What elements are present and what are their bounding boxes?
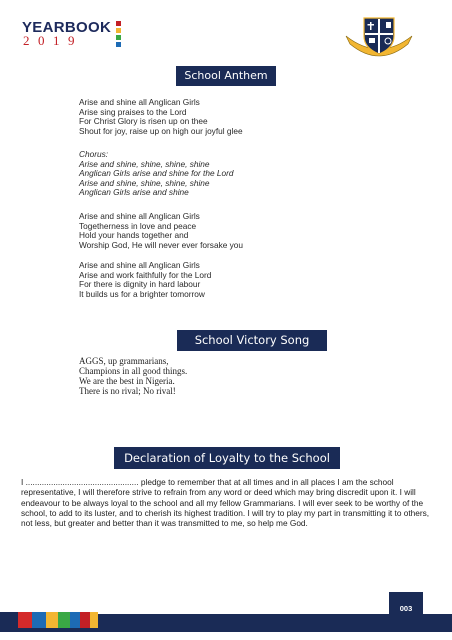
anthem-line: For there is dignity in hard labour (79, 279, 201, 289)
victory-line: Champions in all good things. (79, 366, 188, 376)
victory-song-heading: School Victory Song (177, 330, 327, 351)
logo-color-bars (116, 21, 121, 47)
footer-color-block (80, 612, 90, 628)
victory-line: AGGS, up grammarians, (79, 356, 169, 366)
yearbook-logo-word: YEARBOOK (22, 19, 112, 36)
footer-color-block (58, 612, 70, 628)
footer-color-block (18, 612, 32, 628)
anthem-line: Worship God, He will never ever forsake you (79, 239, 244, 250)
school-crest-icon (340, 14, 418, 62)
footer-color-block (32, 612, 46, 628)
anthem-line: It builds us for a brighter tomorrow (79, 288, 205, 299)
chorus-label: Chorus: (79, 149, 109, 159)
school-anthem-heading: School Anthem (176, 66, 276, 86)
page-number: 003 (389, 592, 423, 626)
victory-line: There is no rival; No rival! (79, 386, 176, 396)
victory-song-lyrics (79, 356, 187, 396)
chorus-line: Anglican Girls arise and shine (79, 187, 189, 197)
loyalty-pledge-text: I ................................................. pledge to remember that at all times and in all places I am the school representative, I will therefore strive to refrain from any word or deed which may bring discredit upon it. I will endeavour to be always loyal to the school and all my fellow Grammarians. I will ever seek to be worthy of the school, to add to its luster, and to cherish its highest tradition. I will try to play my part in transmitting it to others, not less, but greater and better than it was transmitted to me, so help me God. (21, 477, 430, 529)
logo-color-square (116, 42, 121, 47)
footer-color-strip (0, 612, 98, 628)
logo-color-square (116, 21, 121, 26)
chorus-line: Anglican Girls arise and shine for the Lord (79, 168, 234, 178)
footer-color-block (70, 612, 80, 628)
anthem-line: Togetherness in love and peace (79, 220, 197, 231)
loyalty-declaration-heading: Declaration of Loyalty to the School (114, 447, 340, 469)
logo-color-square (116, 28, 121, 33)
chorus-line: Arise and shine, shine, shine, shine (79, 158, 210, 169)
anthem-line: Arise sing praises to the Lord (79, 106, 187, 117)
logo-color-square (116, 35, 121, 40)
footer-color-block (0, 612, 18, 628)
anthem-line: For Christ Glory is risen up on thee (79, 116, 208, 126)
anthem-line: Arise and shine all Anglican Girls (79, 211, 200, 221)
yearbook-logo-year: 2019 (23, 33, 83, 48)
anthem-stanza-1 (79, 98, 243, 136)
anthem-line: Arise and work faithfully for the Lord (79, 269, 212, 280)
anthem-line: Arise and shine all Anglican Girls (79, 260, 200, 270)
footer-color-block (90, 612, 98, 628)
victory-line: We are the best in Nigeria. (79, 376, 175, 386)
chorus-line: Arise and shine, shine, shine, shine (79, 177, 210, 188)
footer-color-block (46, 612, 58, 628)
anthem-stanza-2 (79, 212, 243, 250)
anthem-line: Arise and shine all Anglican Girls (79, 97, 200, 107)
anthem-stanza-3 (79, 261, 211, 299)
anthem-chorus (79, 150, 234, 198)
anthem-line: Shout for joy, raise up on high our joyful glee (79, 125, 243, 136)
anthem-line: Hold your hands together and (79, 230, 189, 240)
